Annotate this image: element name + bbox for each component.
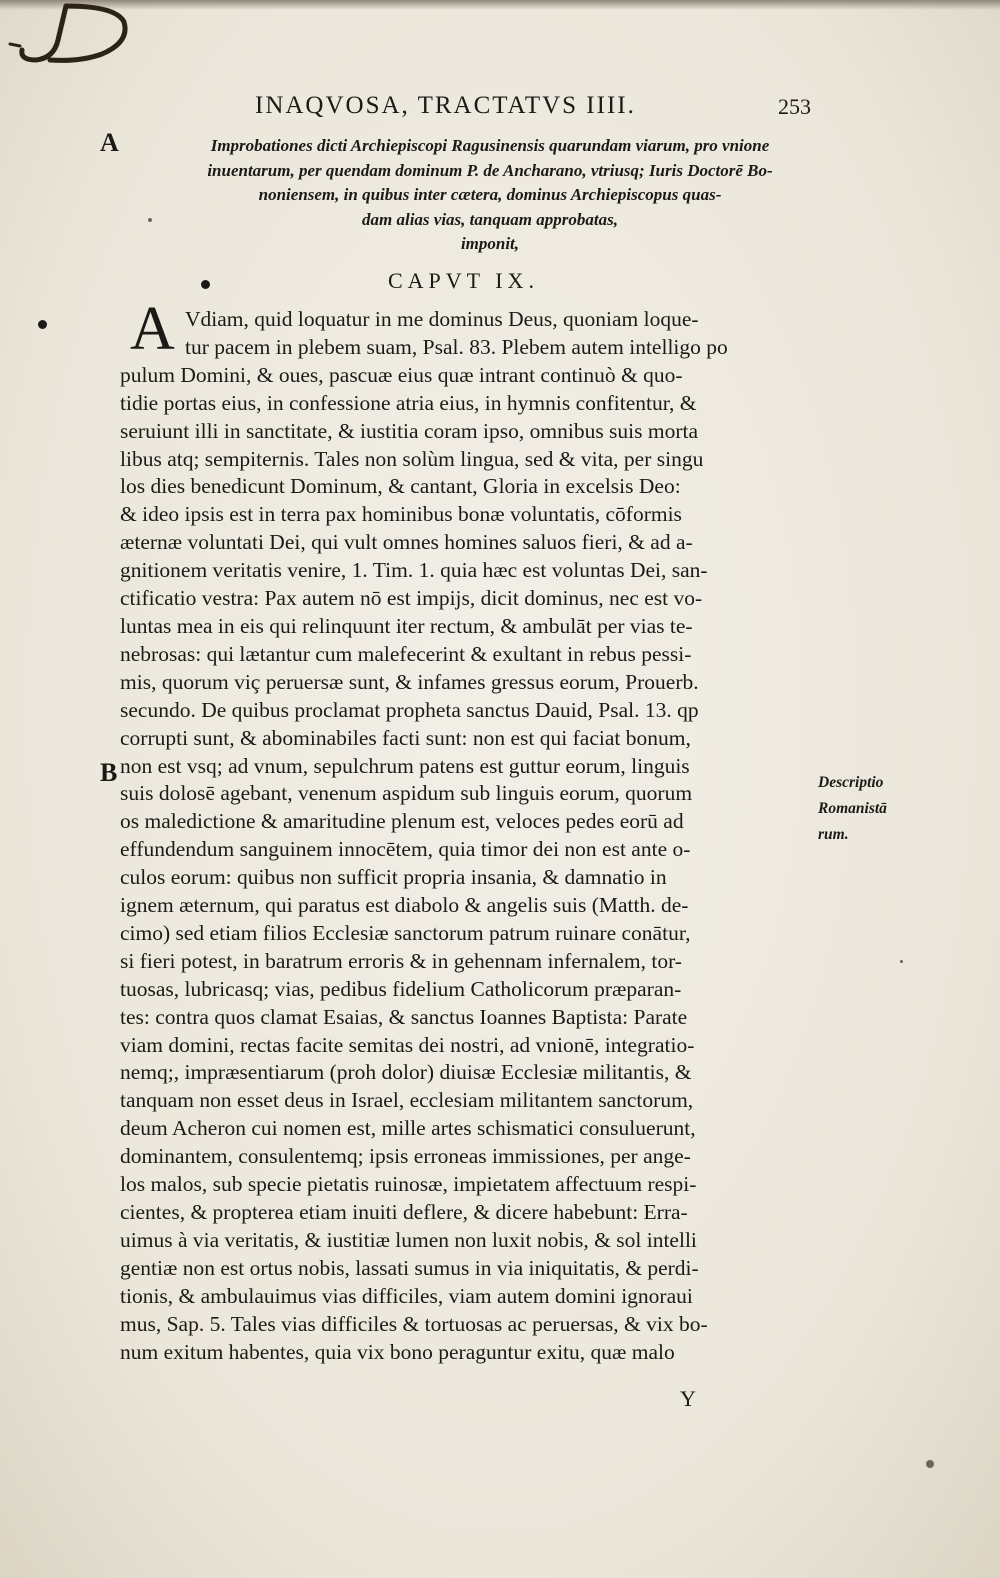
text-line: culos eorum: quibus non sufficit propria insania, & damnatio in	[120, 865, 667, 890]
text-line: tanquam non esset deus in Israel, ecclesiam militantem sanctorum,	[120, 1088, 694, 1113]
signature-mark-b: B	[100, 758, 118, 787]
chapter-heading-line: Improbationes dicti Archiepiscopi Ragusinensis quarundam viarum, pro vnione	[210, 136, 770, 155]
text-line: tes: contra quos clamat Esaias, & sanctus Ioannes Baptista: Parate	[120, 1004, 688, 1029]
margin-note	[818, 770, 887, 848]
text-line: cimo) sed etiam filios Ecclesiæ sanctorum patrum ruinare conātur,	[120, 920, 691, 945]
text-line: cientes, & propterea etiam inuiti deflere, & dicere habebunt: Erra-	[120, 1200, 688, 1224]
ink-speck	[900, 960, 903, 963]
text-line: corrupti sunt, & abominabiles facti sunt: non est qui faciat bonum,	[120, 725, 691, 750]
margin-note-line: Romanistā	[818, 800, 887, 817]
chapter-title: CAPVT IX.	[388, 268, 539, 293]
text-line: seruiunt illi in sanctitate, & iustitia coram ipso, omnibus suis morta	[120, 418, 699, 443]
text-line: num exitum habentes, quia vix bono peraguntur exitu, quæ malo	[120, 1339, 675, 1364]
bullet-dot-icon	[38, 320, 47, 329]
text-line: tidie portas eius, in confessione atria eius, in hymnis confitentur, &	[120, 390, 697, 415]
margin-note-line: rum.	[818, 826, 849, 843]
text-line: nebrosas: qui lætantur cum malefecerint & exultant in rebus pessi-	[120, 641, 692, 666]
text-line: tionis, & ambulauimus vias difficiles, viam autem domini ignoraui	[120, 1283, 693, 1308]
text-line: Vdiam, quid loquatur in me dominus Deus, quoniam loque-	[185, 307, 699, 331]
ink-speck	[926, 1460, 934, 1468]
page-number: 253	[778, 94, 811, 119]
chapter-heading	[160, 134, 820, 257]
margin-note-line: Descriptio	[818, 774, 884, 791]
running-head	[0, 92, 1000, 126]
page-top-edge	[0, 0, 1000, 10]
text-line: mus, Sap. 5. Tales vias difficiles & tortuosas ac peruersas, & vix bo-	[120, 1311, 708, 1336]
text-line: tuosas, lubricasq; vias, pedibus fidelium Catholicorum præparan-	[120, 976, 682, 1001]
chapter-heading-line: dam alias vias, tanquam approbatas,	[362, 209, 618, 229]
text-line: viam domini, rectas facite semitas dei nostri, ad vnionē, integratio-	[120, 1032, 695, 1057]
chapter-heading-line: imponit,	[460, 234, 520, 253]
text-line: suis dolosē agebant, venenum aspidum sub linguis eorum, quorum	[120, 781, 693, 806]
text-line: æternæ voluntati Dei, qui vult omnes homines saluos fieri, & ad a-	[120, 530, 693, 555]
ink-speck	[148, 218, 152, 222]
text-line: pulum Domini, & oues, pascuæ eius quæ intrant continuò & quo-	[120, 362, 683, 387]
text-line: luntas mea in eis qui relinquunt iter rectum, & ambulāt per vias te-	[120, 613, 693, 638]
text-line: effundendum sanguinem innocētem, quia timor dei non est ante o-	[120, 837, 691, 862]
text-line: dominantem, consulentemq; ipsis erroneas immissiones, per ange-	[120, 1144, 691, 1169]
text-line: ctificatio vestra: Pax autem nō est impijs, dicit dominus, nec est vo-	[120, 586, 703, 611]
drop-cap: A	[130, 295, 175, 363]
text-line: os maledictione & amaritudine plenum est, veloces pedes eorū ad	[120, 809, 684, 834]
catchword: Y	[680, 1386, 696, 1411]
text-line: nemq;, impræsentiarum (proh dolor) diuisæ Ecclesiæ militantis, &	[120, 1060, 692, 1085]
text-line: secundo. De quibus proclamat propheta sanctus Dauid, Psal. 13. qp	[120, 697, 699, 722]
text-line: mis, quorum viç peruersæ sunt, & infames gressus eorum, Prouerb.	[120, 669, 699, 694]
handwritten-mark-image	[6, 0, 136, 70]
text-line: non est vsq; ad vnum, sepulchrum patens est guttur eorum, linguis	[120, 753, 690, 778]
signature-mark-a: A	[100, 128, 119, 157]
text-line: uimus à via veritatis, & iustitiæ lumen non luxit nobis, & sol intelli	[120, 1227, 697, 1252]
text-line: si fieri potest, in baratrum erroris & in gehennam infernalem, tor-	[120, 948, 682, 973]
text-line: deum Acheron cui nomen est, mille artes schismatici consuluerunt,	[120, 1116, 696, 1141]
text-line: gentiæ non est ortus nobis, lassati sumus in via iniquitatis, & perdi-	[120, 1255, 699, 1280]
text-line: los dies benedicunt Dominum, & cantant, Gloria in excelsis Deo:	[120, 474, 681, 499]
bullet-dot-icon	[201, 280, 210, 289]
text-line: los malos, sub specie pietatis ruinosæ, impietatem affectuum respi-	[120, 1172, 697, 1197]
text-line: tur pacem in plebem suam, Psal. 83. Plebem autem intelligo po	[185, 334, 728, 359]
text-line: libus atq; sempiternis. Tales non solùm lingua, sed & vita, per singu	[120, 446, 704, 471]
chapter-heading-line: noniensem, in quibus inter cætera, dominus Archiepiscopus quas-	[258, 185, 722, 204]
chapter-heading-line: inuentarum, per quendam dominum P. de Ancharano, vtriusq; Iuris Doctorē Bo-	[207, 160, 773, 180]
text-line: ignem æternum, qui paratus est diabolo & angelis suis (Matth. de-	[120, 893, 689, 918]
body-text	[120, 306, 840, 1366]
running-head-title: INAQVOSA, TRACTATVS IIII.	[255, 92, 636, 119]
text-line: & ideo ipsis est in terra pax hominibus bonæ voluntatis, cōformis	[120, 502, 682, 527]
text-line: gnitionem veritatis venire, 1. Tim. 1. quia hæc est voluntas Dei, san-	[120, 558, 708, 583]
